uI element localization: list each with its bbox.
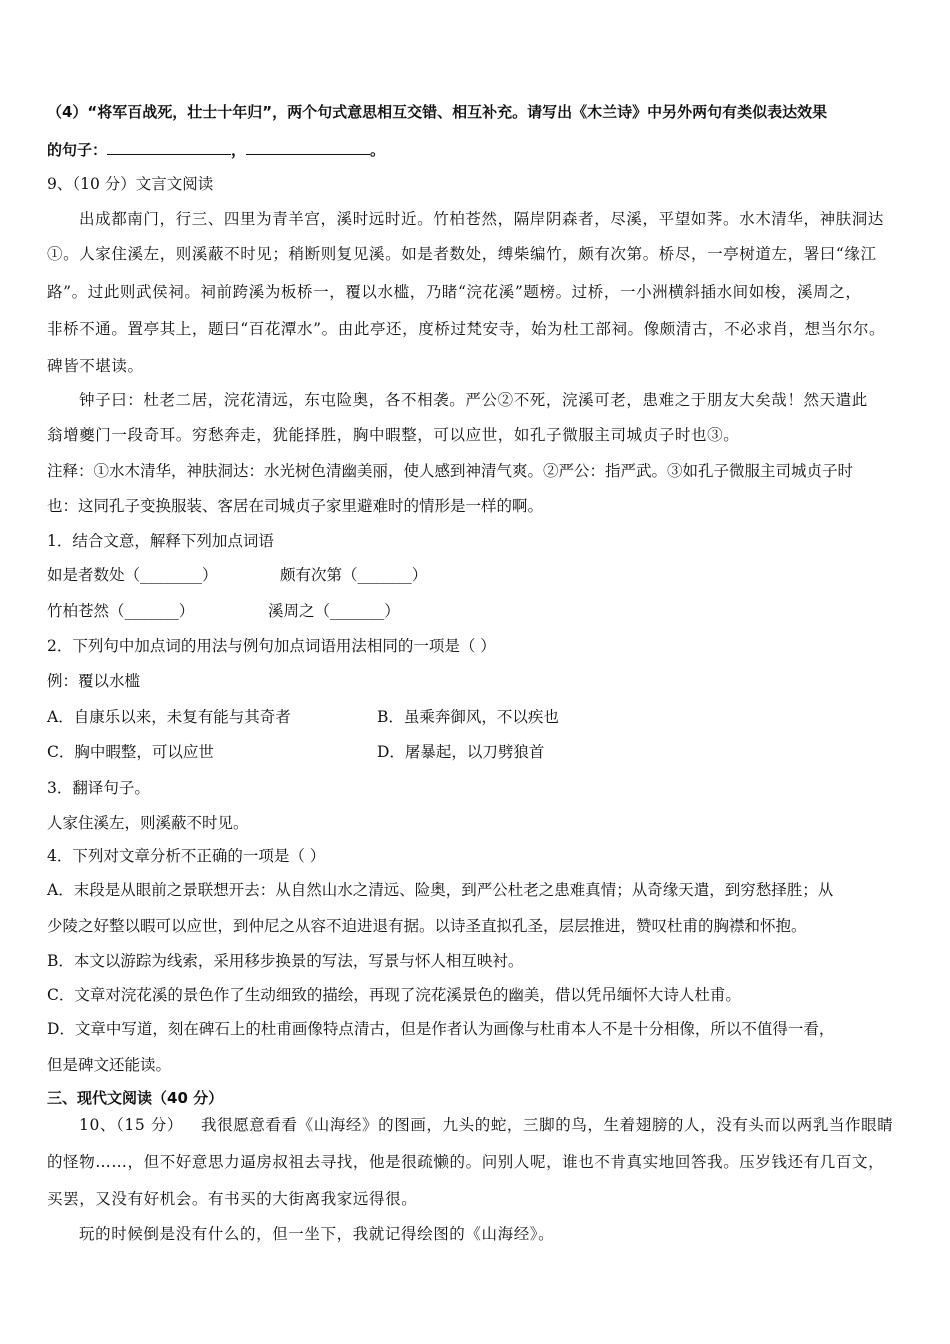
q8-4-period: 。 — [370, 141, 386, 159]
q10-label: 10、（15 分） — [79, 1116, 184, 1134]
q8-4-comma: ， — [231, 141, 247, 159]
q8-4-prefix: 的句子： — [47, 141, 108, 159]
passage-line: 出成都南门，行三、四里为青羊宫，溪时远时近。竹柏苍然，隔岸阴森者，尽溪，平望如荠。水木清华，神肤洞达 — [79, 210, 885, 228]
sub4-option-d-cont: 但是碑文还能读。 — [47, 1056, 172, 1074]
sub2-option-a[interactable]: A．自康乐以来，未复有能与其奇者 — [47, 708, 291, 726]
sub4-option-a-cont: 少陵之好整以暇可以应世，到仲尼之从容不迫进退有据。以诗圣直拟孔圣，层层推进，赞叹杜甫的胸襟和怀抱。 — [47, 917, 807, 935]
q10-line: 买罢，又没有好机会。有书买的大街离我家远得很。 — [47, 1190, 418, 1208]
q10-line: 的怪物……，但不好意思力逼房叔祖去寻找，他是很疏懒的。问别人呢，谁也不肯真实地回答我。压岁钱还有几百文， — [47, 1153, 885, 1171]
passage-line: ①。人家住溪左，则溪蔽不时见；稍断则复见溪。如是者数处，缚柴编竹，颇有次第。桥尽，一亭树道左，署曰“缘江 — [47, 245, 877, 263]
sub4-prompt: 4．下列对文章分析不正确的一项是（ ） — [47, 847, 326, 865]
q8-4-line1: （4）“将军百战死，壮士十年归”，两个句式意思相互交错、相互补充。请写出《木兰诗》中另外两句有类似表达效果 — [47, 103, 828, 121]
q10-text: 我很愿意看看《山海经》的图画，九头的蛇，三脚的鸟，生着翅膀的人，没有头而以两乳当作眼睛 — [201, 1116, 894, 1134]
sub1-item: 如是者数处（________） — [47, 566, 218, 584]
q10-line: 玩的时候倒是没有什么的，但一坐下，我就记得绘图的《山海经》。 — [79, 1225, 555, 1243]
q9-heading: 9、（10 分）文言文阅读 — [47, 175, 214, 193]
sub4-option-d[interactable]: D．文章中写道，刻在碑石上的杜甫画像特点清古，但是作者认为画像与杜甫本人不是十分相像，所以不值得一看， — [47, 1020, 835, 1038]
passage-line: 钟子曰：杜老二居，浣花清远，东屯险奥，各不相袭。严公②不死，浣溪可老，患难之于朋友大矣哉！然天遣此 — [79, 391, 868, 409]
sub1-prompt: 1．结合文意，解释下列加点词语 — [47, 532, 274, 550]
q10-line1 — [79, 1114, 922, 1136]
sub1-item: 竹柏苍然（_______） — [47, 602, 195, 620]
sub2-option-d[interactable]: D．屠暴起，以刀劈狼首 — [377, 743, 545, 761]
answer-blank-2[interactable] — [246, 154, 370, 155]
sub1-item: 溪周之（_______） — [268, 602, 400, 620]
passage-line: 翁增夔门一段奇耳。穷愁奔走，犹能择胜，胸中暇整，可以应世，如孔子微服主司城贞子时也③。 — [47, 426, 740, 444]
sub4-option-a[interactable]: A．末段是从眼前之景联想开去：从自然山水之清远、险奥，到严公杜老之患难真情；从奇缘天遣，到穷愁择胜；从 — [47, 881, 834, 899]
notes-line: 注释：①水木清华，神肤洞达：水光树色清幽美丽，使人感到神清气爽。②严公：指严武。③如孔子微服主司城贞子时 — [47, 462, 854, 480]
answer-blank-1[interactable] — [107, 154, 231, 155]
sub4-option-b[interactable]: B．本文以游踪为线索，采用移步换景的写法，写景与怀人相互映衬。 — [47, 952, 524, 970]
sub3-prompt: 3．翻译句子。 — [47, 779, 150, 797]
sub2-prompt: 2．下列句中加点词的用法与例句加点词语用法相同的一项是（ ） — [47, 637, 496, 655]
q8-4-answer-line — [47, 139, 922, 161]
passage-line: 非桥不通。置亭其上，题曰“百花潭水”。由此亭还，度桥过梵安寺，始为杜工部祠。像颇清古，不必求肖，想当尔尔。 — [47, 320, 886, 338]
sub3-sentence: 人家住溪左，则溪蔽不时见。 — [47, 814, 249, 832]
notes-line: 也：这同孔子变换服装、客居在司城贞子家里避难时的情形是一样的啊。 — [47, 497, 544, 515]
sub2-option-c[interactable]: C．胸中暇整，可以应世 — [47, 743, 214, 761]
passage-line: 路”。过此则武侯祠。祠前跨溪为板桥一，覆以水槛，乃睹“浣花溪”题榜。过桥，一小洲横斜插水间如梭，溪周之， — [47, 283, 862, 301]
section3-heading: 三、现代文阅读（40 分） — [47, 1089, 224, 1107]
sub2-option-b[interactable]: B．虽乘奔御风，不以疾也 — [377, 708, 559, 726]
sub2-example: 例：覆以水槛 — [47, 672, 141, 690]
sub4-option-c[interactable]: C．文章对浣花溪的景色作了生动细致的描绘，再现了浣花溪景色的幽美，借以凭吊缅怀大诗人杜甫。 — [47, 986, 741, 1004]
passage-line: 碑皆不堪读。 — [47, 357, 144, 375]
sub1-item: 颇有次第（_______） — [280, 566, 428, 584]
